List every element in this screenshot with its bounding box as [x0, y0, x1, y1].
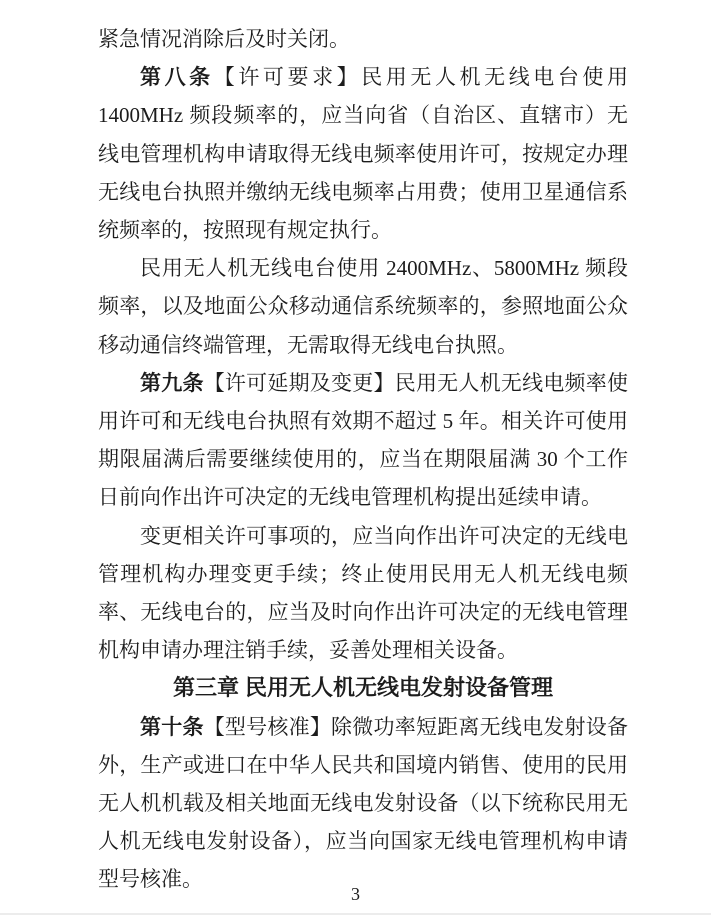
article-number-text: 第三章 民用无人机无线电发射设备管理 [172, 675, 554, 701]
paragraph [98, 58, 628, 249]
article-number-text: 第九条 [140, 370, 204, 395]
article-number-text: 第十条 [140, 714, 204, 739]
chapter-heading [98, 669, 628, 707]
paragraph [98, 517, 628, 670]
body-text: 【型号核准】除微功率短距离无线电发射设备外，生产或进口在中华人民共和国境内销售、使用的民用无人机机载及相关地面无线电发射设备（以下统称民用无人机无线电发射设备），应当向国家无线电管理机构申请型号核准。 [98, 714, 629, 892]
page-number: 3 [351, 884, 360, 904]
body-text: 【许可延期及变更】民用无人机无线电频率使用许可和无线电台执照有效期不超过 5 年。相关许可使用期限届满后需要继续使用的，应当在期限届满 30 个工作日前向作出许可决定的无线电管理机构提出延续申请。 [98, 370, 629, 510]
article-number-text: 第八条 [140, 65, 214, 90]
body-text: 变更相关许可事项的，应当向作出许可决定的无线电管理机构办理变更手续；终止使用民用无人机无线电频率、无线电台的，应当及时向作出许可决定的无线电管理机构申请办理注销手续，妥善处理相关设备。 [98, 523, 628, 663]
paragraph [98, 708, 628, 899]
page-edge-divider [0, 913, 711, 915]
paragraph [98, 364, 628, 517]
body-text: 民用无人机无线电台使用 2400MHz、5800MHz 频段频率，以及地面公众移动通信系统频率的，参照地面公众移动通信终端管理，无需取得无线电台执照。 [98, 256, 628, 357]
paragraph [98, 249, 628, 364]
body-text: 紧急情况消除后及时关闭。 [98, 27, 350, 51]
paragraph [98, 20, 628, 58]
body-text: 【许可要求】民用无人机无线电台使用 1400MHz 频段频率的，应当向省（自治区、直辖市）无线电管理机构申请取得无线电频率使用许可，按规定办理无线电台执照并缴纳无线电频率占用费；使用卫星通信系统频率的，按照现有规定执行。 [98, 65, 629, 243]
document-body [98, 20, 628, 899]
